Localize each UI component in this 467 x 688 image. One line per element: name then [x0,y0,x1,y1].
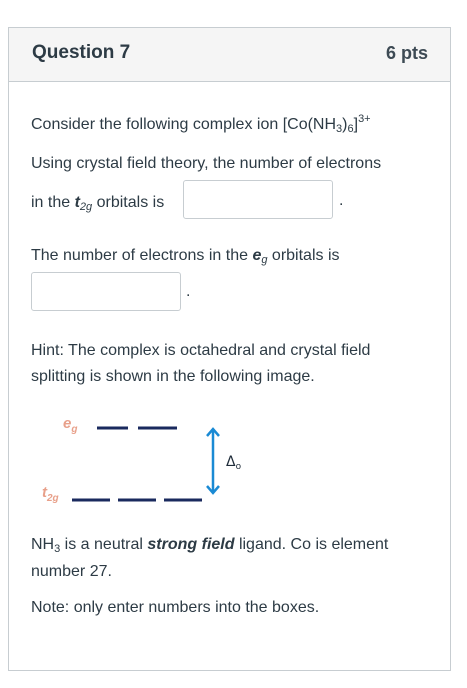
eg-prefix: The number of electrons in the [31,247,253,264]
t2g-answer-input[interactable] [183,180,333,219]
complex-ion-line [31,114,371,136]
strong-field-emphasis: strong field [147,536,235,553]
t2g-label: $t_{2g}$ [42,484,59,504]
eg-orbital-symbol: e [252,247,262,264]
crystal-field-line: Using crystal field theory, the number of electrons [31,155,382,172]
complex-ion-text: Consider the following complex ion [Co(NH [31,116,337,133]
t2g-prefix: in the [31,194,75,211]
charge-superscript: 3+ [358,113,371,125]
ligand-subscript: 3 [54,543,61,555]
t2g-suffix: orbitals is [92,194,165,211]
question-header [9,28,450,82]
eg-answer-input[interactable] [31,272,181,311]
note-text: Note: only enter numbers into the boxes. [31,599,320,616]
eg-orbital-subscript: g [261,254,268,266]
question-points: 6 pts [385,43,428,63]
six-subscript: 6 [347,123,354,135]
eg-label: $e_g$ [63,415,78,435]
t2g-period: . [339,192,344,209]
eg-period: . [186,283,191,300]
crystal-field-splitting-diagram [30,380,242,504]
ligand-mid: is a neutral [60,536,148,553]
eg-suffix: orbitals is [267,247,340,264]
complex-ion-paren: ) [342,116,348,133]
complex-ion-bracket: ] [353,116,359,133]
eg-question-line [31,245,340,267]
ligand-text [31,531,421,585]
ligand-suffix: ligand. Co is element number 27. [31,536,389,580]
ligand-prefix: NH [31,536,55,553]
t2g-question-line [31,192,164,214]
delta-label: $\Delta_o$ [226,454,242,472]
t2g-orbital-subscript: 2g [79,201,93,213]
nh3-subscript: 3 [336,123,343,135]
t2g-orbital-symbol: t [74,194,80,211]
question-title: Question 7 [32,42,131,63]
hint-text: Hint: The complex is octahedral and crystal field splitting is shown in the following image. [31,342,371,385]
